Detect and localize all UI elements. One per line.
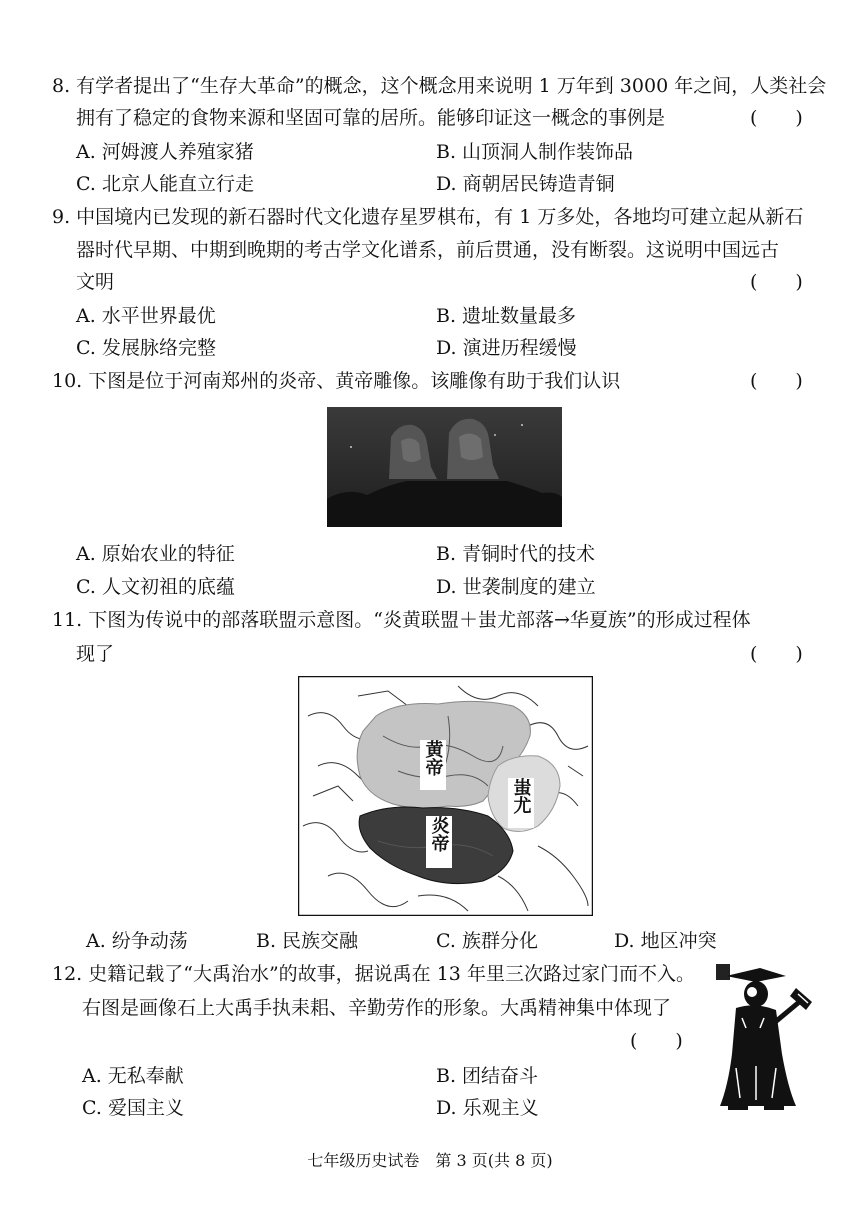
q11-option-c: C. 族群分化	[436, 930, 538, 952]
q9-stem-line1: 9. 中国境内已发现的新石器时代文化遗存星罗棋布，有 1 万多处，各地均可建立起从新石	[52, 206, 804, 228]
q10-answer-paren: ( )	[750, 370, 803, 392]
map-label-huangdi: 黄帝	[422, 740, 444, 776]
q9-option-d: D. 演进历程缓慢	[436, 337, 577, 359]
q12-answer-paren: ( )	[630, 1030, 683, 1052]
q11-option-d: D. 地区冲突	[614, 930, 717, 952]
q9-option-b: B. 遗址数量最多	[436, 305, 577, 327]
q11-option-a: A. 纷争动荡	[86, 930, 188, 952]
map-label-chiyou: 蚩尤	[510, 778, 532, 814]
tribal-alliance-map	[298, 676, 593, 916]
q8-option-a: A. 河姆渡人养殖家猪	[76, 141, 254, 163]
q10-option-d: D. 世袭制度的建立	[436, 576, 596, 598]
q9-stem-line2: 器时代早期、中期到晚期的考古学文化谱系，前后贯通，没有断裂。这说明中国远古	[76, 239, 780, 261]
q12-option-b: B. 团结奋斗	[436, 1065, 539, 1087]
q12-stem-line2: 右图是画像石上大禹手执耒耜、辛勤劳作的形象。大禹精神集中体现了	[82, 997, 672, 1019]
dayu-stone-relief-figure	[706, 958, 816, 1114]
q11-stem-line1: 11. 下图为传说中的部落联盟示意图。“炎黄联盟＋蚩尤部落→华夏族”的形成过程体	[52, 609, 751, 631]
q8-stem-line1: 8. 有学者提出了“生存大革命”的概念，这个概念用来说明 1 万年到 3000 年之间，人类社会	[52, 75, 827, 97]
q11-option-b: B. 民族交融	[256, 930, 359, 952]
q9-option-a: A. 水平世界最优	[76, 305, 216, 327]
map-label-yandi: 炎帝	[428, 816, 450, 852]
q8-option-d: D. 商朝居民铸造青铜	[436, 173, 615, 195]
q8-stem-line2: 拥有了稳定的食物来源和坚固可靠的居所。能够印证这一概念的事例是	[76, 107, 666, 129]
q10-stem-line1: 10. 下图是位于河南郑州的炎帝、黄帝雕像。该雕像有助于我们认识	[52, 370, 621, 392]
statue-photo	[327, 407, 562, 527]
q8-option-b: B. 山顶洞人制作装饰品	[436, 141, 634, 163]
q8-option-c: C. 北京人能直立行走	[76, 173, 254, 195]
q10-option-c: C. 人文初祖的底蕴	[76, 576, 235, 598]
q12-stem-line1: 12. 史籍记载了“大禹治水”的故事，据说禹在 13 年里三次路过家门而不入。	[52, 963, 695, 985]
q11-answer-paren: ( )	[750, 643, 803, 665]
q9-option-c: C. 发展脉络完整	[76, 337, 216, 359]
q11-stem-line2: 现了	[76, 643, 115, 665]
q12-option-a: A. 无私奉献	[82, 1065, 184, 1087]
q9-stem-line3: 文明	[76, 271, 115, 293]
q12-option-d: D. 乐观主义	[436, 1097, 539, 1119]
q10-option-a: A. 原始农业的特征	[76, 543, 235, 565]
q10-option-b: B. 青铜时代的技术	[436, 543, 596, 565]
page-footer: 七年级历史试卷 第 3 页(共 8 页)	[307, 1151, 553, 1170]
q9-answer-paren: ( )	[750, 271, 803, 293]
q12-option-c: C. 爱国主义	[82, 1097, 184, 1119]
q8-answer-paren: ( )	[750, 107, 803, 129]
